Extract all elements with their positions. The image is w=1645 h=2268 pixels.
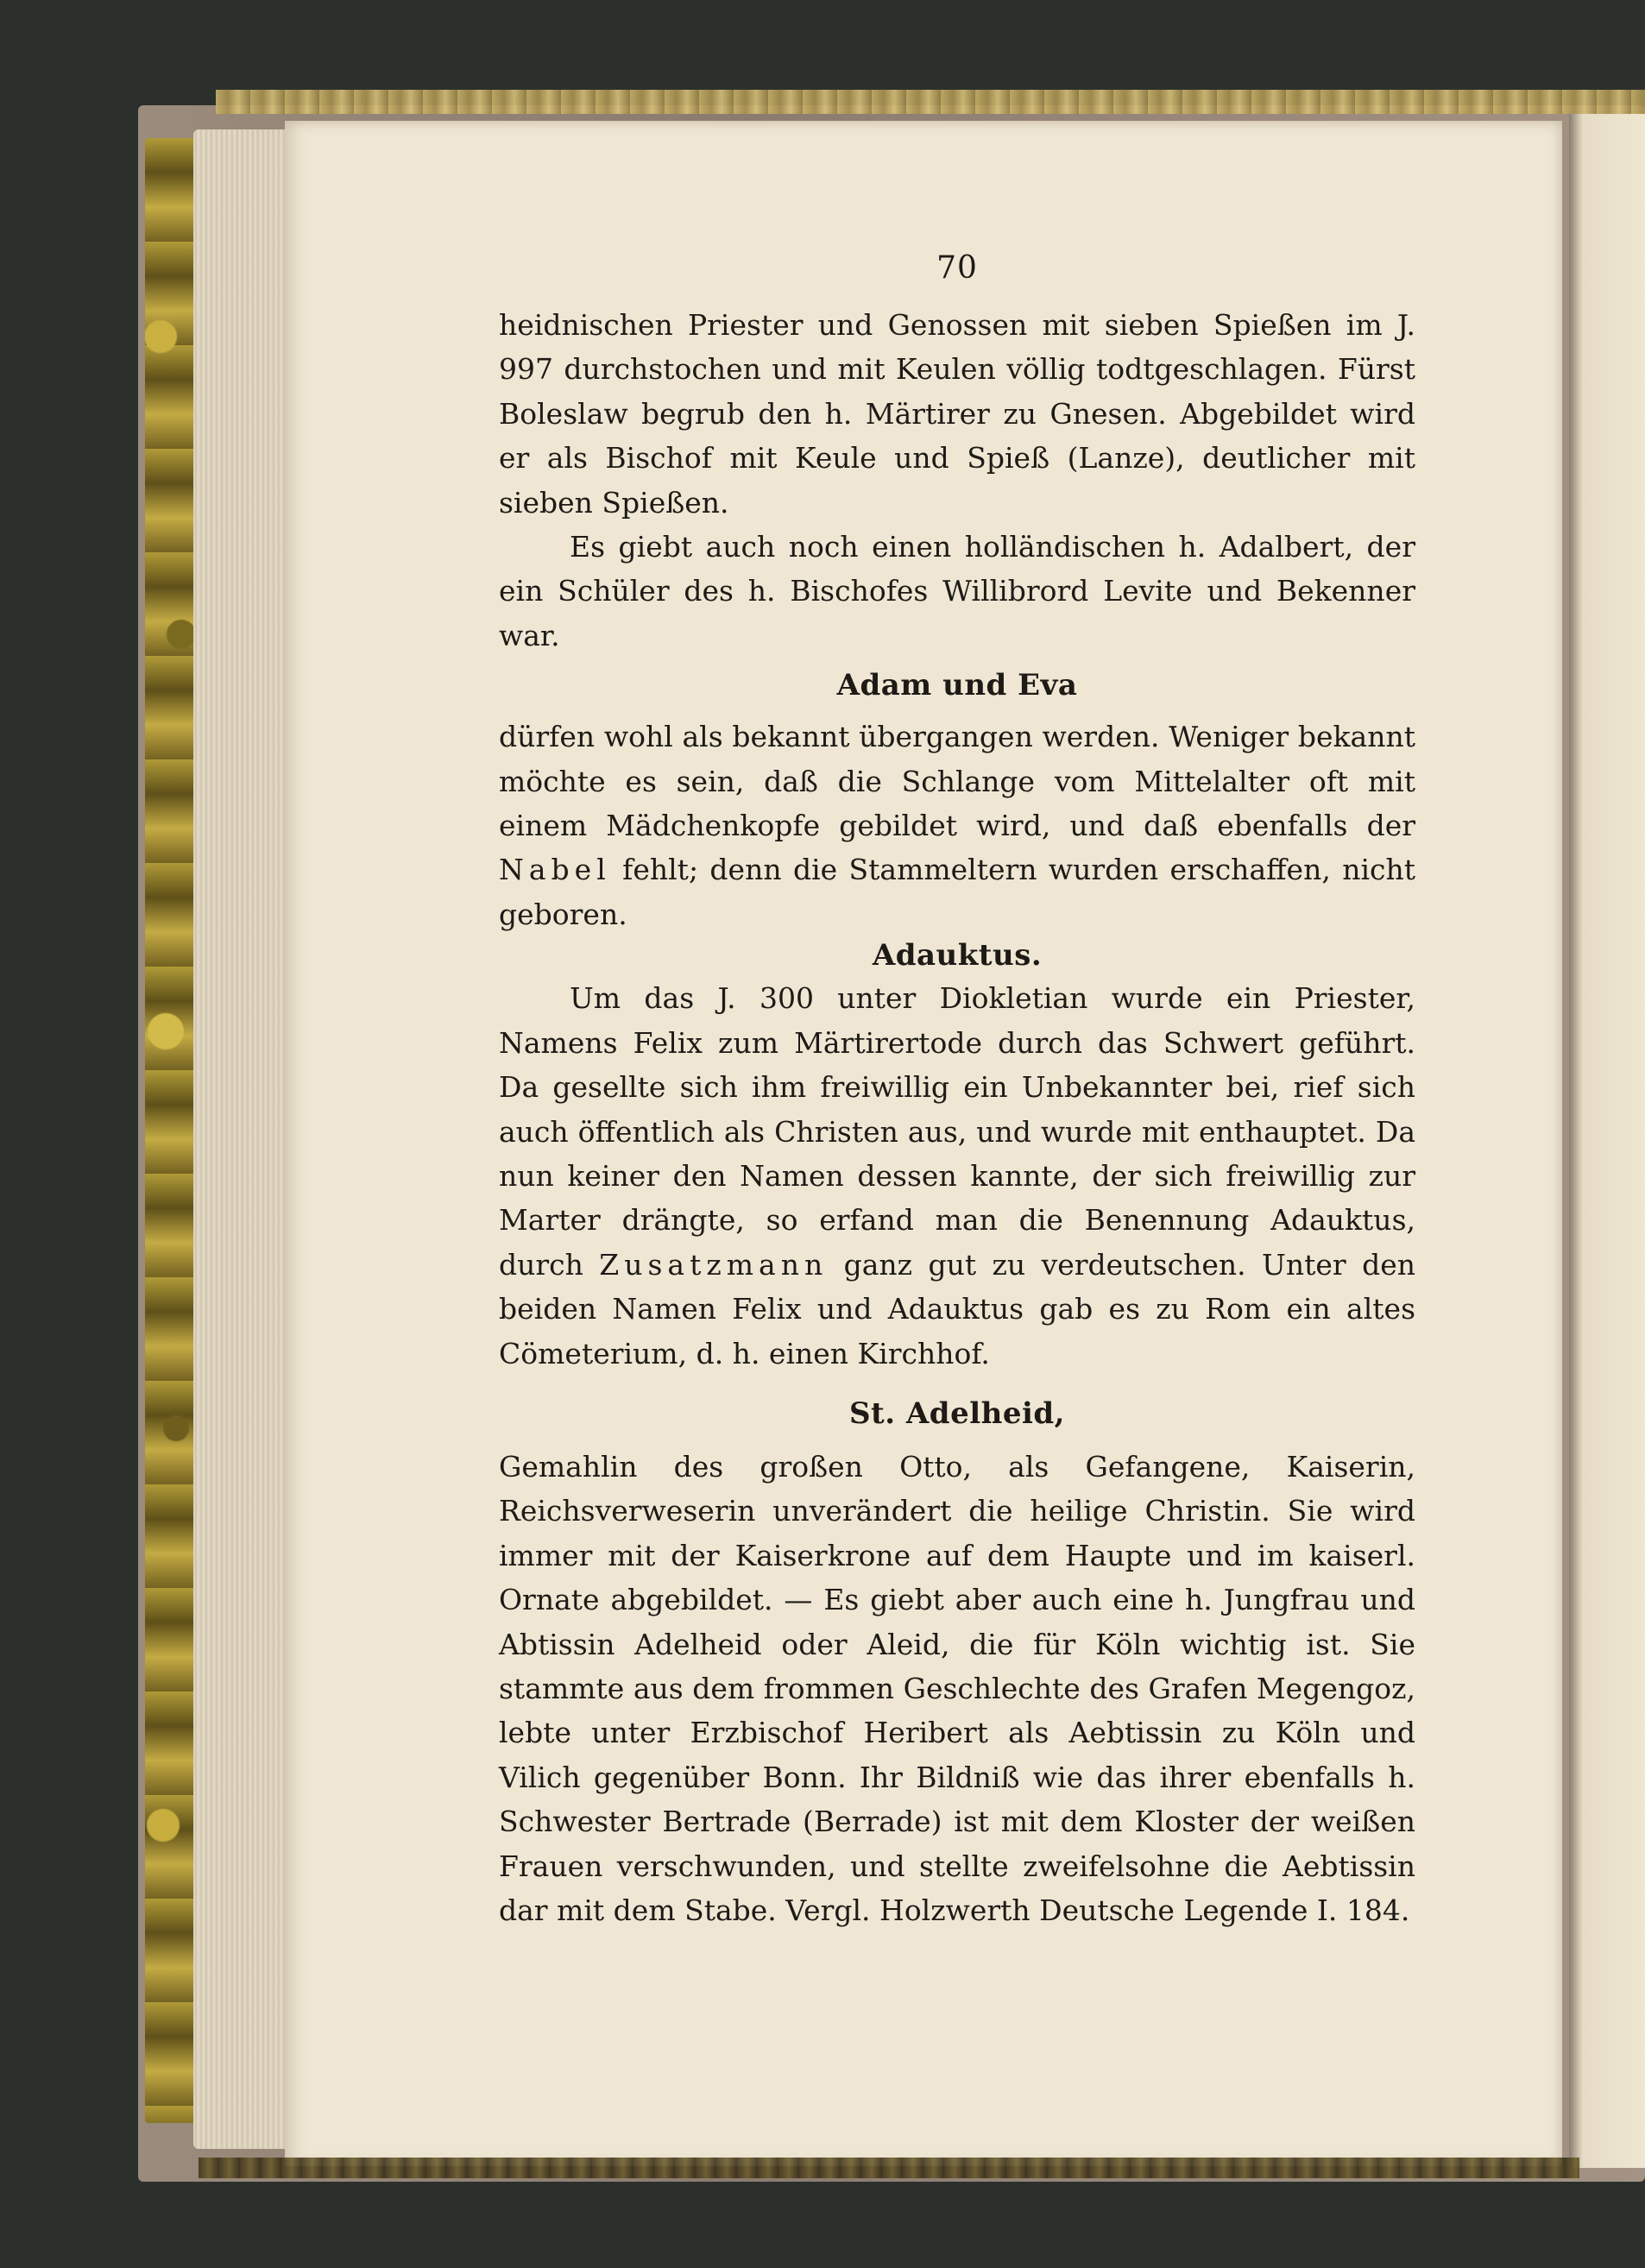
paragraph-adelheid: Gemahlin des großen Otto, als Gefangene, Kaiserin, Reichsverweserin unverändert die heilige Christin. Sie wird immer mit der Kaiserkrone auf dem Haupte und im kaiserl. Ornate abgebildet. — Es giebt aber auch eine h. Jungfrau und Abtissin Adelheid oder Aleid, die für Köln wichtig ist. Sie stammte aus dem frommen Geschlechte des Grafen Megengoz, lebte unter Erzbischof Heribert als Aebtissin zu Köln und Vilich gegenüber Bonn. Ihr Bildniß wie das ihrer ebenfalls h. Schwester Bertrade (Berrade) ist mit dem Kloster der weißen Frauen verschwunden, und stellte zweifelsohne die Aebtissin dar mit dem Stabe. Vergl. Holzwerth Deutsche Legende I. 184. [499, 1449, 1415, 1927]
paragraph-adauktus-text-b: ganz gut zu verdeutschen. Unter den beiden Namen Felix und Adauktus gab es zu Rom ein altes Cömeterium, d. h. einen Kirchhof. [499, 1247, 1415, 1370]
facing-page-edge [1569, 114, 1645, 2168]
bottom-page-edge [199, 2158, 1579, 2178]
heading-adauktus: Adauktus. [872, 938, 1043, 973]
paragraph-adauktus-text-a: Um das J. 300 unter Diokletian wurde ein Priester, Namens Felix zum Märtirertode durch das Schwert geführt. Da gesellte sich ihm freiwillig ein Unbekannter bei, rief sich auch öffentlich als Christen aus, und wurde mit enthauptet. Da nun keiner den Namen dessen kannte, der sich freiwillig zur Marter drängte, so erfand man die Benennung Adauktus, durch [499, 981, 1415, 1282]
spaced-word-zusatzmann: Zusatzmann [599, 1247, 829, 1282]
heading-st-adelheid: St. Adelheid, [848, 1395, 1065, 1431]
heading-adam-und-eva: Adam und Eva [836, 668, 1078, 703]
cover-top-edge [216, 90, 1645, 114]
paragraph-adalbert-holland: Es giebt auch noch einen holländischen h. Adalbert, der ein Schüler des h. Bischofes Willibrord Levite und Bekenner war. [499, 530, 1415, 652]
page-number: 70 [936, 250, 978, 286]
paragraph-adalbert: heidnischen Priester und Genossen mit sieben Spießen im J. 997 durchstochen und mit Keulen völlig todtgeschlagen. Fürst Boleslaw begrub den h. Märtirer zu Gnesen. Abgebildet wird er als Bischof mit Keule und Spieß (Lanze), deutlicher mit sieben Spießen. [499, 308, 1415, 520]
paragraph-adam-und-eva [499, 715, 1415, 936]
paragraph-adauktus [499, 976, 1415, 1376]
paragraph-adam-text-b: fehlt; denn die Stammeltern wurden erschaffen, nicht geboren. [499, 853, 1415, 931]
spaced-word-nabel: Nabel [499, 853, 611, 887]
page-content [499, 250, 1415, 1932]
marbled-page-edge [145, 138, 197, 2123]
paragraph-adam-text-a: dürfen wohl als bekannt übergangen werden. Weniger bekannt möchte es sein, daß die Schlange vom Mittelalter oft mit einem Mädchenkopfe gebildet wird, und daß ebenfalls der [499, 720, 1415, 843]
